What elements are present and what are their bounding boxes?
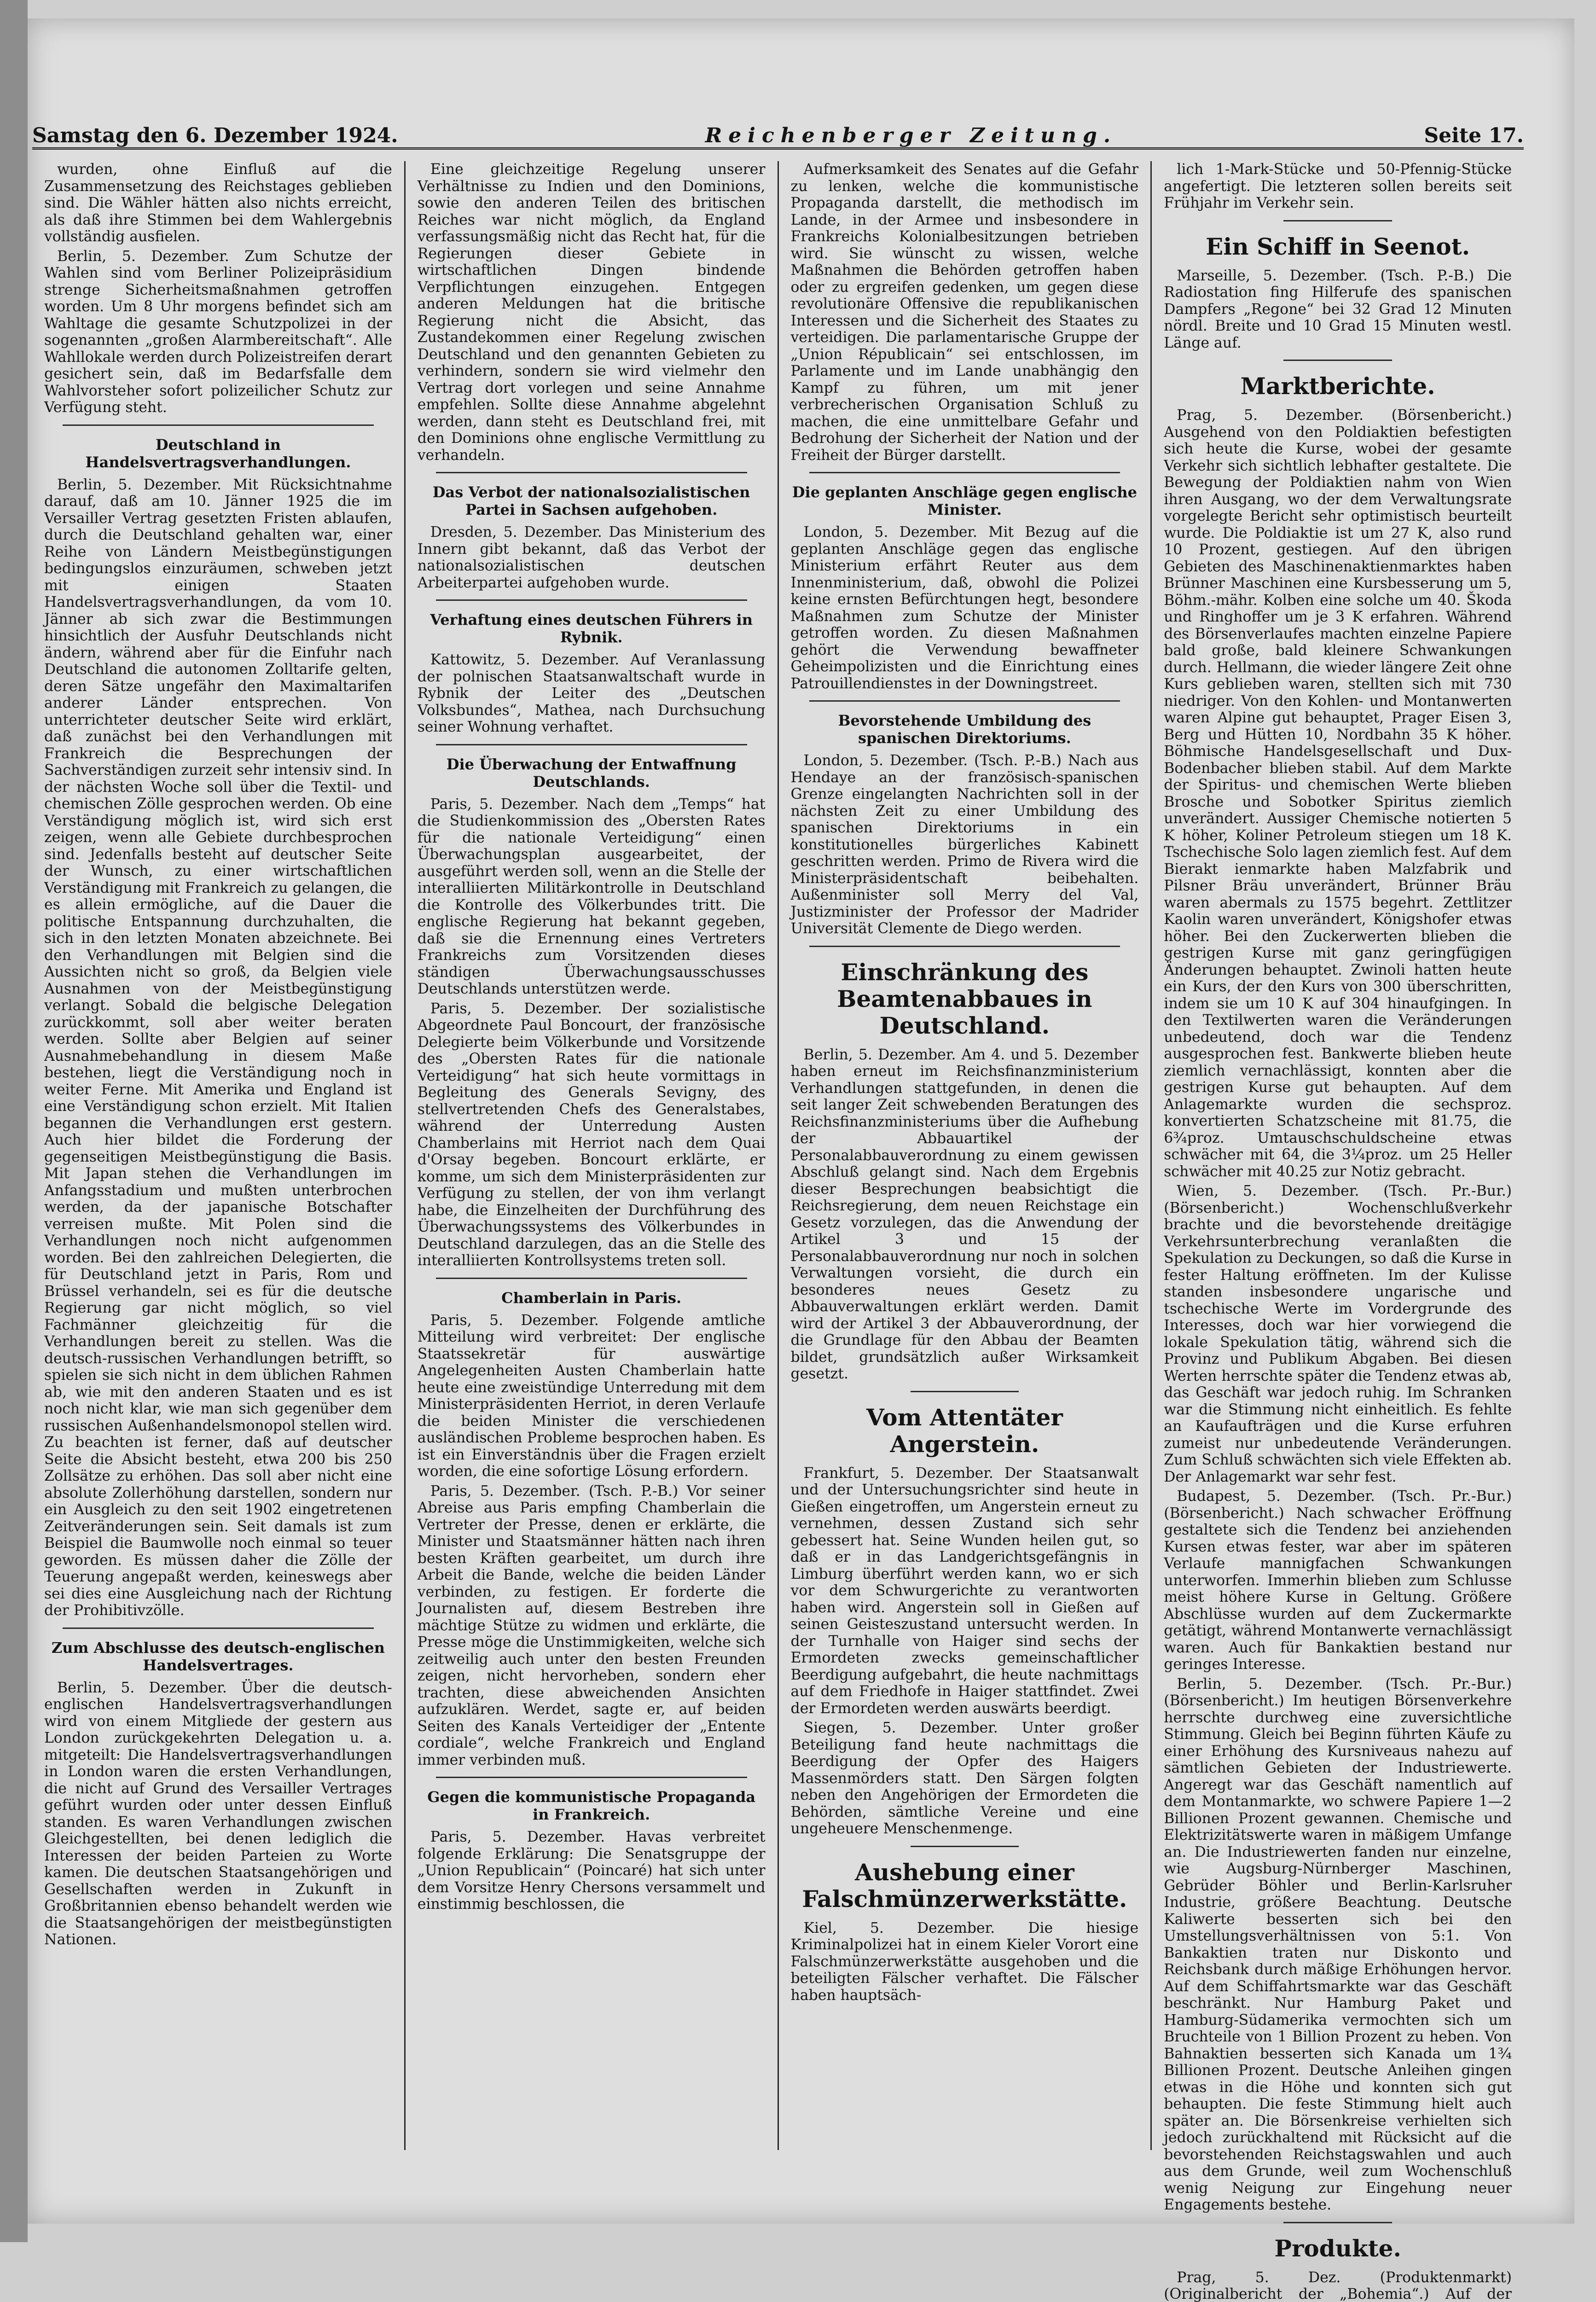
article-paragraph: Aufmerksamkeit des Senates auf die Gefahr zu lenken, welche die kommunistische Propaganda darstellt, die methodisch im Lande, in der Armee und insbesondere in Frankreichs Kolonialbesitzungen betrieben wird. Sie wünscht zu wissen, welche Maßnahmen die Behörden getroffen haben oder zu ergreifen gedenken, um gegen diese revolutionäre Offensive die republikanischen Interessen und die Sicherheit des Staates zu verteidigen. Die parlamentarische Gruppe der „Union Républicain“ sei entschlossen, im Parlamente und im Lande unabhängig den Kampf zu führen, um mit jener verbrecherischen Organisation Schluß zu machen, die eine unmittelbare Gefahr und Bedrohung der Sicherheit der Nation und der Freiheit der Bürger darstellt.: [791, 161, 1139, 464]
article-headline: Gegen die kommunistische Propaganda in Frankreich.: [418, 1788, 766, 1823]
divider: [436, 744, 747, 745]
issue-date: Samstag den 6. Dezember 1924.: [32, 124, 398, 147]
article-paragraph: Dresden, 5. Dezember. Das Ministerium des Innern gibt bekannt, daß das Verbot der nationalsozialistischen deutschen Arbeiterpartei aufgehoben wurde.: [418, 524, 766, 591]
article-paragraph: Paris, 5. Dezember. Nach dem „Temps“ hat die Studienkommission des „Obersten Rates für die nationale Verteidigung“ einen Überwachungsplan ausgearbeitet, der ausgeführt werden soll, wenn an die Stelle der interalliierten Militärkontrolle in Deutschland die Kontrolle des Völkerbundes tritt. Die englische Regierung hat bekannt gegeben, daß sie die Ernennung eines Vertreters Frankreichs zum Vorsitzenden dieses ständigen Überwachungsausschusses Deutschlands unterstützen werde.: [418, 796, 766, 998]
section-headline: Produkte.: [1164, 2235, 1512, 2262]
article-paragraph: Kiel, 5. Dezember. Die hiesige Kriminalpolizei hat in einem Kieler Vorort eine Falschmünzerwerkstätte ausgehoben und die beteiligten Fälscher verhaftet. Die Fälscher haben hauptsäch-: [791, 1920, 1139, 2004]
article-paragraph: Berlin, 5. Dezember. Am 4. und 5. Dezember haben erneut im Reichsfinanzministerium Verhandlungen stattgefunden, in denen die seit langer Zeit schwebenden Beratungen des Reichsfinanzministeriums über die Aufhebung der Abbauartikel der Personalabbauverordnung zu einem gewissen Abschluß gelangt sind. Nach dem Ergebnis dieser Besprechungen beabsichtigt die Reichsregierung, dem neuen Reichstage ein Gesetz vorzulegen, das die Anwendung der Artikel 3 und 15 der Personalabbauverordnung nur noch in solchen Verwaltungen vorsieht, die durch ein besonderes neues Gesetz zu Abbauverwaltungen erklärt werden. Damit wird der Artikel 3 der Abbauverordnung, der die Grundlage für den Abbau der Beamten bildet, grundsätzlich außer Wirksamkeit gesetzt.: [791, 1046, 1139, 1383]
divider: [911, 1846, 1019, 1847]
section-headline: Marktberichte.: [1164, 373, 1512, 400]
divider: [1283, 2222, 1392, 2223]
article-headline-large: Aushebung einer Falschmünzerwerkstätte.: [791, 1859, 1139, 1913]
newspaper-title: Reichenberger Zeitung.: [705, 124, 1117, 147]
article-paragraph: Prag, 5. Dez. (Produktenmarkt) (Originalbericht der „Bohemia“.) Auf der: [1164, 2269, 1512, 2302]
divider: [911, 1391, 1019, 1392]
article-headline: Deutschland in Handelsvertragsverhandlungen.: [44, 436, 392, 471]
article-paragraph: London, 5. Dezember. (Tsch. P.-B.) Nach aus Hendaye an der französisch-spanischen Grenze eingelangten Nachrichten soll in der nächsten Zeit zu einer Umbildung des spanischen Direktoriums in ein konstitutionelles bürgerliches Kabinett geschritten werden. Primo de Rivera wird die Ministerpräsidentschaft beibehalten. Außenminister soll Merry del Val, Justizminister der Professor der Madrider Universität Clemente de Diego werden.: [791, 752, 1139, 937]
article-paragraph: Siegen, 5. Dezember. Unter großer Beteiligung fand heute nachmittags die Beerdigung der Opfer des Haigers Massenmörders statt. Den Särgen folgten neben den Angehörigen der Ermordeten die Behörden, sämtliche Vereine und eine ungeheuere Menschenmenge.: [791, 1720, 1139, 1837]
article-paragraph: Berlin, 5. Dezember. Mit Rücksichtnahme darauf, daß am 10. Jänner 1925 die im Versailler Vertrag gesetzten Fristen ablaufen, durch die Deutschland gehalten war, einer Reihe von Ländern Meistbegünstigungen bedingungslos einzuräumen, schweben jetzt mit einigen Staaten Handelsvertragsverhandlungen, da vom 10. Jänner ab sich zwar die Bestimmungen hinsichtlich der Ausfuhr Deutschlands nicht ändern, während aber für die Einfuhr nach Deutschland die autonomen Zolltarife gelten, deren Sätze ungefähr den Maximaltarifen anderer Länder entsprechen. Von unterrichteter deutscher Seite wird erklärt, daß zunächst bei den Verhandlungen mit Frankreich die Besprechungen der Sachverständigen zurzeit sehr intensiv sind. In der nächsten Woche soll über die Textil- und chemischen Zölle gesprochen werden. Ob eine Verständigung möglich ist, wird sich erst zeigen, wenn alle Gebiete durchbesprochen sind. Jedenfalls besteht auf deutscher Seite der Wunsch, zu einer wirtschaftlichen Verständigung mit Frankreich zu gelangen, die es allein ermögliche, auf die Dauer die politische Entspannung durchzuhalten, die sich in den letzten Monaten abzeichnete. Bei den Verhandlungen mit Belgien sind die Aussichten nicht so groß, da Belgien viele Ausnahmen von der Meistbegünstigung verlangt. Sobald die belgische Delegation zurückkommt, soll aber weiter beraten werden. Sollte aber Belgien auf seiner Ausnahmebehandlung in diesem Maße bestehen, liegt die Verständigung noch in weiter Ferne. Mit Amerika und England ist eine Verständigung schon erzielt. Mit Italien begannen die Verhandlungen erst gestern. Auch hier bildet die Forderung der gegenseitigen Meistbegünstigung die Basis. Mit Japan stehen die Verhandlungen im Anfangsstadium und mußten unterbrochen werden, da der japanische Botschafter verreisen mußte. Mit Polen sind die Verhandlungen noch nicht aufgenommen worden. Bei den zahlreichen Delegierten, die für Deutschland jetzt in Paris, Rom und Brüssel verhandeln, sei es für die deutsche Regierung gar nicht möglich, so viel Fachmänner gleichzeitig für die Verhandlungen bereit zu stellen. Was die deutsch-russischen Verhandlungen betrifft, so spielen sie sich nicht in dem üblichen Rahmen ab, wie mit den anderen Staaten und es ist noch nicht klar, wie man sich gegenüber dem russischen Außenhandelsmonopol stellen wird. Zu beachten ist ferner, daß auf deutscher Seite die Absicht besteht, etwa 200 bis 250 Zollsätze zu erhöhen. Das soll aber nicht eine absolute Zollerhöhung darstellen, sondern nur ein Ausgleich zu den seit 1902 eingetretenen Zeitveränderungen sein. Seit damals ist zum Beispiel die Baumwolle noch einmal so teuer geworden. Es müssen daher die Zölle der Teuerung angepaßt werden, keineswegs aber sei dies eine Ausgleichung nach der Richtung der Prohibitivzölle.: [44, 477, 392, 1619]
article-paragraph: Wien, 5. Dezember. (Tsch. Pr.-Bur.) (Börsenbericht.) Wochenschlußverkehr brachte und die bevorstehende dreitägige Verkehrsunterbrechung veranlaßten die Spekulation zu Deckungen, so daß die Kurse in fester Haltung eröffneten. Im der Kulisse standen insbesondere ungarische und tschechische Werte im Vordergrunde des Interesses, doch war hier vorwiegend die lokale Spekulation tätig, während sich die Provinz und Publikum Abgaben. Bei diesen Werten herrschte später die Tendenz etwas ab, das Geschäft war jedoch ruhig. Im Schranken war die Stimmung nicht einheitlich. Es fehlte an Kaufaufträgen und die Kurse erfuhren zumeist nur unbedeutende Veränderungen. Zum Schluß schwächten sich viele Effekten ab. Der Anlagemarkt war sehr fest.: [1164, 1183, 1512, 1485]
divider: [63, 1628, 374, 1629]
article-paragraph: lich 1-Mark-Stücke und 50-Pfennig-Stücke angefertigt. Die letzteren sollen bereits seit Frühjahr im Verkehr sein.: [1164, 161, 1512, 212]
divider: [436, 599, 747, 601]
article-paragraph: Frankfurt, 5. Dezember. Der Staatsanwalt und der Untersuchungsrichter sind heute in Gießen eingetroffen, um Angerstein erneut zu vernehmen, dessen Zustand sich sehr gebessert hat. Seine Wunden heilen gut, so daß er in das Landgerichtsgefängnis in Limburg überführt werden kann, wo er sich vor dem Schwurgerichte zu verantworten haben wird. Angerstein soll in Gießen auf seinen Geisteszustand untersucht werden. In der Turnhalle von Haiger sind sechs der Ermordeten zwecks gemeinschaftlicher Beerdigung aufgebahrt, die heute nachmittags auf dem Friedhofe in Haiger stattfindet. Zwei der Ermordeten werden auswärts beerdigt.: [791, 1465, 1139, 1717]
article-paragraph: Prag, 5. Dezember. (Börsenbericht.) Ausgehend von den Poldiaktien befestigten sich heute die Kurse, wobei der gesamte Verkehr sich sichtlich lebhafter gestaltete. Die Bewegung der Poldiaktien nahm von Wien ihren Ausgang, wo der dem Verwaltungsrate vorgelegte Bericht sehr optimistisch beurteilt wurde. Die Poldiaktie ist um 27 K, also rund 10 Prozent, gestiegen. Auf den übrigen Gebieten des Maschinenaktienmarktes haben Brünner Maschinen eine Kursbesserung um 5, Böhm.-mähr. Kolben eine solche um 40. Škoda und Ringhoffer um je 3 K erfahren. Während des Börsenverlaufes machten einzelne Papiere bald große, bald kleinere Schwankungen durch. Hellmann, die wieder längere Zeit ohne Kurs geblieben waren, stellten sich mit 730 niedriger. Von den Kohlen- und Montanwerten waren Alpine gut behauptet, Prager Eisen 3, Berg und Hütten 10, Nordbahn 35 K höher. Böhmische Handelsgesellschaft und Dux-Bodenbacher blieben stabil. Auf dem Markte der Spiritus- und chemischen Werte blieben Brosche und Sobotker Spiritus ziemlich unverändert. Aussiger Chemische notierten 5 K höher, Koliner Petroleum stiegen um 18 K. Tschechische Solo lagen ziemlich fest. Auf dem Bierakt ienmarkte haben Malzfabrik und Pilsner Bräu unverändert, Brünner Bräu waren abermals zu 1575 begehrt. Zettlitzer Kaolin waren unverändert, Königshofer etwas höher. Bei den Zuckerwerten blieben die gestrigen Kurse mit ganz geringfügigen Änderungen behauptet. Zwinoli hatten heute ein Kurs, der den Kurs von 300 überschritten, indem sie um 10 K auf 304 hinaufgingen. In den Textilwerten waren die Veränderungen unbedeutend, doch war die Tendenz ausgesprochen fest. Bankwerte blieben heute ziemlich vernachlässigt, konnten aber die gestrigen Kurse gut behaupten. Auf dem Anlagemarkte wurden die sechsproz. konvertierten Schatzscheine mit 81.75, die 6¾proz. Umtauschschuldscheine etwas schwächer mit 64, die 3¼proz. um 25 Heller schwächer mit 40.25 zur Notiz gebracht.: [1164, 407, 1512, 1180]
article-paragraph: Paris, 5. Dezember. Folgende amtliche Mitteilung wird verbreitet: Der englische Staatssekretär für auswärtige Angelegenheiten Austen Chamberlain hatte heute eine zweistündige Unterredung mit dem Ministerpräsidenten Herriot, in deren Verlaufe die beiden Minister die verschiedenen ausländischen Probleme besprochen haben. Es ist ein Einverständnis über die Fragen erzielt worden, die eine sofortige Lösung erfordern.: [418, 1312, 766, 1480]
article-headline: Chamberlain in Paris.: [418, 1289, 766, 1307]
article-paragraph: Paris, 5. Dezember. (Tsch. P.-B.) Vor seiner Abreise aus Paris empfing Chamberlain die Vertreter der Presse, denen er erklärte, die Minister und Staatsmänner hätten nach ihren besten Kräften gearbeitet, um durch ihre Arbeit die Bande, welche die beiden Länder verbinden, zu festigen. Er forderte die Journalisten auf, diesem Bestreben ihre mächtige Stütze zu widmen und erklärte, die Presse möge die Unstimmigkeiten, welche sich zeitweilig auch unter den besten Freunden zeigen, nicht hervorheben, sondern eher trachten, diese abweichenden Ansichten aufzuklären. Werdet, sagte er, auf beiden Seiten des Kanals Verteidiger der „Entente cordiale“, welche Frankreich und England immer verbinden muß.: [418, 1483, 766, 1769]
article-paragraph: Kattowitz, 5. Dezember. Auf Veranlassung der polnischen Staatsanwaltschaft wurde in Rybnik der Leiter des „Deutschen Volksbundes“, Mathea, nach Durchsuchung seiner Wohnung verhaftet.: [418, 651, 766, 736]
article-headline-large: Vom Attentäter Angerstein.: [791, 1404, 1139, 1458]
column-3: [779, 161, 1152, 2150]
column-1: [32, 161, 406, 2150]
article-headline-large: Ein Schiff in Seenot.: [1164, 233, 1512, 260]
article-headline: Das Verbot der nationalsozialistischen Partei in Sachsen aufgehoben.: [418, 483, 766, 518]
article-paragraph: Berlin, 5. Dezember. (Tsch. Pr.-Bur.) (Börsenbericht.) Im heutigen Börsenverkehre herrschte durchweg eine zuversichtliche Stimmung. Gleich bei Beginn führten Käufe zu einer Erhöhung des Kursniveaus nahezu auf sämtlichen Gebieten der Industriewerte. Angeregt war das Geschäft namentlich auf dem Montanmarkte, wo schwere Papiere 1—2 Billionen Prozent gewannen. Chemische und Elektrizitätswerte waren in mäßigem Umfange an. Die Industriewerten fanden nur einzelne, wie Augsburg-Nürnberger Maschinen, Gebrüder Böhler und Berlin-Karlsruher Industrie, größere Beachtung. Deutsche Kaliwerte besserten sich bei den Umstellungsverhältnissen von 5:1. Von Bankaktien traten nur Diskonto und Reichsbank durch mäßige Erhöhungen hervor. Auf dem Schiffahrtsmarkte war das Geschäft beschränkt. Nur Hamburg Paket und Hamburg-Südamerika vermochten sich um Bruchteile von 1 Billion Prozent zu heben. Von Bahnaktien besserten sich Kanada um 1¾ Billionen Prozent. Deutsche Anleihen gingen etwas in die Höhe und konnten sich gut behaupten. Die feste Stimmung hielt auch später an. Die Börsenkreise verhielten sich jedoch zurückhaltend mit Rücksicht auf die bevorstehenden Reichstagswahlen und auch aus dem Grunde, weil zum Wochenschluß wenig Neigung zur Eingehung neuer Engagements bestehe.: [1164, 1676, 1512, 2214]
divider: [809, 700, 1120, 702]
article-headline: Die Überwachung der Entwaffnung Deutschlands.: [418, 756, 766, 791]
divider: [809, 946, 1120, 947]
article-paragraph: London, 5. Dezember. Mit Bezug auf die geplanten Anschläge gegen das englische Ministerium erfährt Reuter aus dem Innenministerium, daß, obwohl die Polizei keine ernsten Befürchtungen hegt, besondere Maßnahmen zum Schutze der Minister getroffen worden. Zu diesen Maßnahmen gehört die Verwendung bewaffneter Geheimpolizisten und die Einrichtung eines Patrouillendienstes in der Downingstreet.: [791, 524, 1139, 692]
article-paragraph: Eine gleichzeitige Regelung unserer Verhältnisse zu Indien und den Dominions, sowie den anderen Teilen des britischen Reiches war nicht möglich, da England verfassungsmäßig nicht das Recht hat, für die Regierungen dieser Gebiete in wirtschaftlichen Dingen bindende Verpflichtungen einzugehen. Entgegen anderen Meldungen hat die britische Regierung nicht die Absicht, das Zustandekommen einer Regelung zwischen Deutschland und den genannten Gebieten zu verhindern, sondern sie wird vielmehr den Vertrag dort vorlegen und seine Annahme empfehlen. Sollte diese Annahme abgelehnt werden, dann steht es Deutschland frei, mit den Dominions ohne englische Vermittlung zu verhandeln.: [418, 161, 766, 464]
article-paragraph: wurden, ohne Einfluß auf die Zusammensetzung des Reichstages geblieben sind. Die Wähler hätten also nichts erreicht, als daß ihre Stimmen bei dem Wahlergebnis vollständig ausfielen.: [44, 161, 392, 245]
divider: [809, 472, 1120, 473]
scan-edge: [0, 0, 28, 2242]
article-paragraph: Berlin, 5. Dezember. Zum Schutze der Wahlen sind vom Berliner Polizeipräsidium strenge Sicherheitsmaßnahmen getroffen worden. Um 8 Uhr morgens befindet sich am Wahltage die gesamte Schutzpolizei in der sogenannten „großen Alarmbereitschaft“. Alle Wahllokale werden durch Polizeistreifen derart gesichert sein, daß im Bedarfsfalle dem Wahlvorsteher sofort polizeilicher Schutz zur Verfügung steht.: [44, 248, 392, 416]
article-paragraph: Paris, 5. Dezember. Der sozialistische Abgeordnete Paul Boncourt, der französische Delegierte beim Völkerbunde und Vorsitzende des „Obersten Rates für die nationale Verteidigung“ hat sich heute vormittags in Begleitung des Generals Sevigny, des stellvertretenden Chefs des Generalstabes, während der Unterredung Austen Chamberlains mit Herriot nach dem Quai d'Orsay begeben. Boncourt erklärte, er komme, um sich dem Ministerpräsidenten zur Verfügung zu stellen, der von ihm verlangt habe, die Einzelheiten der Durchführung des Überwachungssystems des Völkerbundes in Deutschland darzulegen, das an die Stelle des interalliierten Kontrollsystems treten soll.: [418, 1000, 766, 1269]
page-number: Seite 17.: [1424, 124, 1524, 147]
column-4: [1152, 161, 1524, 2150]
article-paragraph: Budapest, 5. Dezember. (Tsch. Pr.-Bur.) (Börsenbericht.) Nach schwacher Eröffnung gestaltete sich die Tendenz bei anziehenden Kursen etwas fester, war aber im späteren Verlaufe mannigfachen Schwankungen unterworfen. Immerhin blieben zum Schlusse meist höhere Kurse in Geltung. Größere Abschlüsse wurden auf dem Zuckermarkte getätigt, während Montanwerte vernachlässigt waren. Auch für Bankaktien bestand nur geringes Interesse.: [1164, 1488, 1512, 1673]
masthead: [32, 110, 1524, 150]
article-columns: [32, 161, 1524, 2150]
divider: [436, 1777, 747, 1778]
divider: [1283, 360, 1392, 361]
article-headline-large: Einschränkung des Beamtenabbaues in Deutschland.: [791, 959, 1139, 1039]
article-headline: Die geplanten Anschläge gegen englische Minister.: [791, 483, 1139, 518]
divider: [1283, 220, 1392, 221]
divider: [436, 472, 747, 473]
article-paragraph: Marseille, 5. Dezember. (Tsch. P.-B.) Die Radiostation fing Hilferufe des spanischen Dampfers „Regone“ bei 32 Grad 12 Minuten nördl. Breite und 10 Grad 15 Minuten westl. Länge auf.: [1164, 267, 1512, 352]
divider: [436, 1278, 747, 1279]
article-headline: Verhaftung eines deutschen Führers in Rybnik.: [418, 611, 766, 646]
article-headline: Zum Abschlusse des deutsch-englischen Handelsvertrages.: [44, 1639, 392, 1674]
article-paragraph: Paris, 5. Dezember. Havas verbreitet folgende Erklärung: Die Senatsgruppe der „Union Republicain“ (Poincaré) hat sich unter dem Vorsitze Henry Chersons versammelt und einstimmig beschlossen, die: [418, 1829, 766, 1913]
article-headline: Bevorstehende Umbildung des spanischen Direktoriums.: [791, 712, 1139, 747]
article-paragraph: Berlin, 5. Dezember. Über die deutsch-englischen Handelsvertragsverhandlungen wird von einem Mitgliede der gestern aus London zurückgekehrten Delegation u. a. mitgeteilt: Die Handelsvertragsverhandlungen in London waren die ersten Verhandlungen, die nicht auf Grund des Versailler Vertrages geführt wurden oder unter dessen Einfluß standen. Es waren Verhandlungen zwischen Gleichgestellten, bei denen lediglich die Interessen der beiden Parteien zu Worte kamen. Die deutschen Staatsangehörigen und Gesellschaften werden in Zukunft in Großbritannien ebenso behandelt werden wie die Staatsangehörigen der meistbegünstigten Nationen.: [44, 1680, 392, 1948]
column-2: [406, 161, 779, 2150]
divider: [63, 424, 374, 426]
